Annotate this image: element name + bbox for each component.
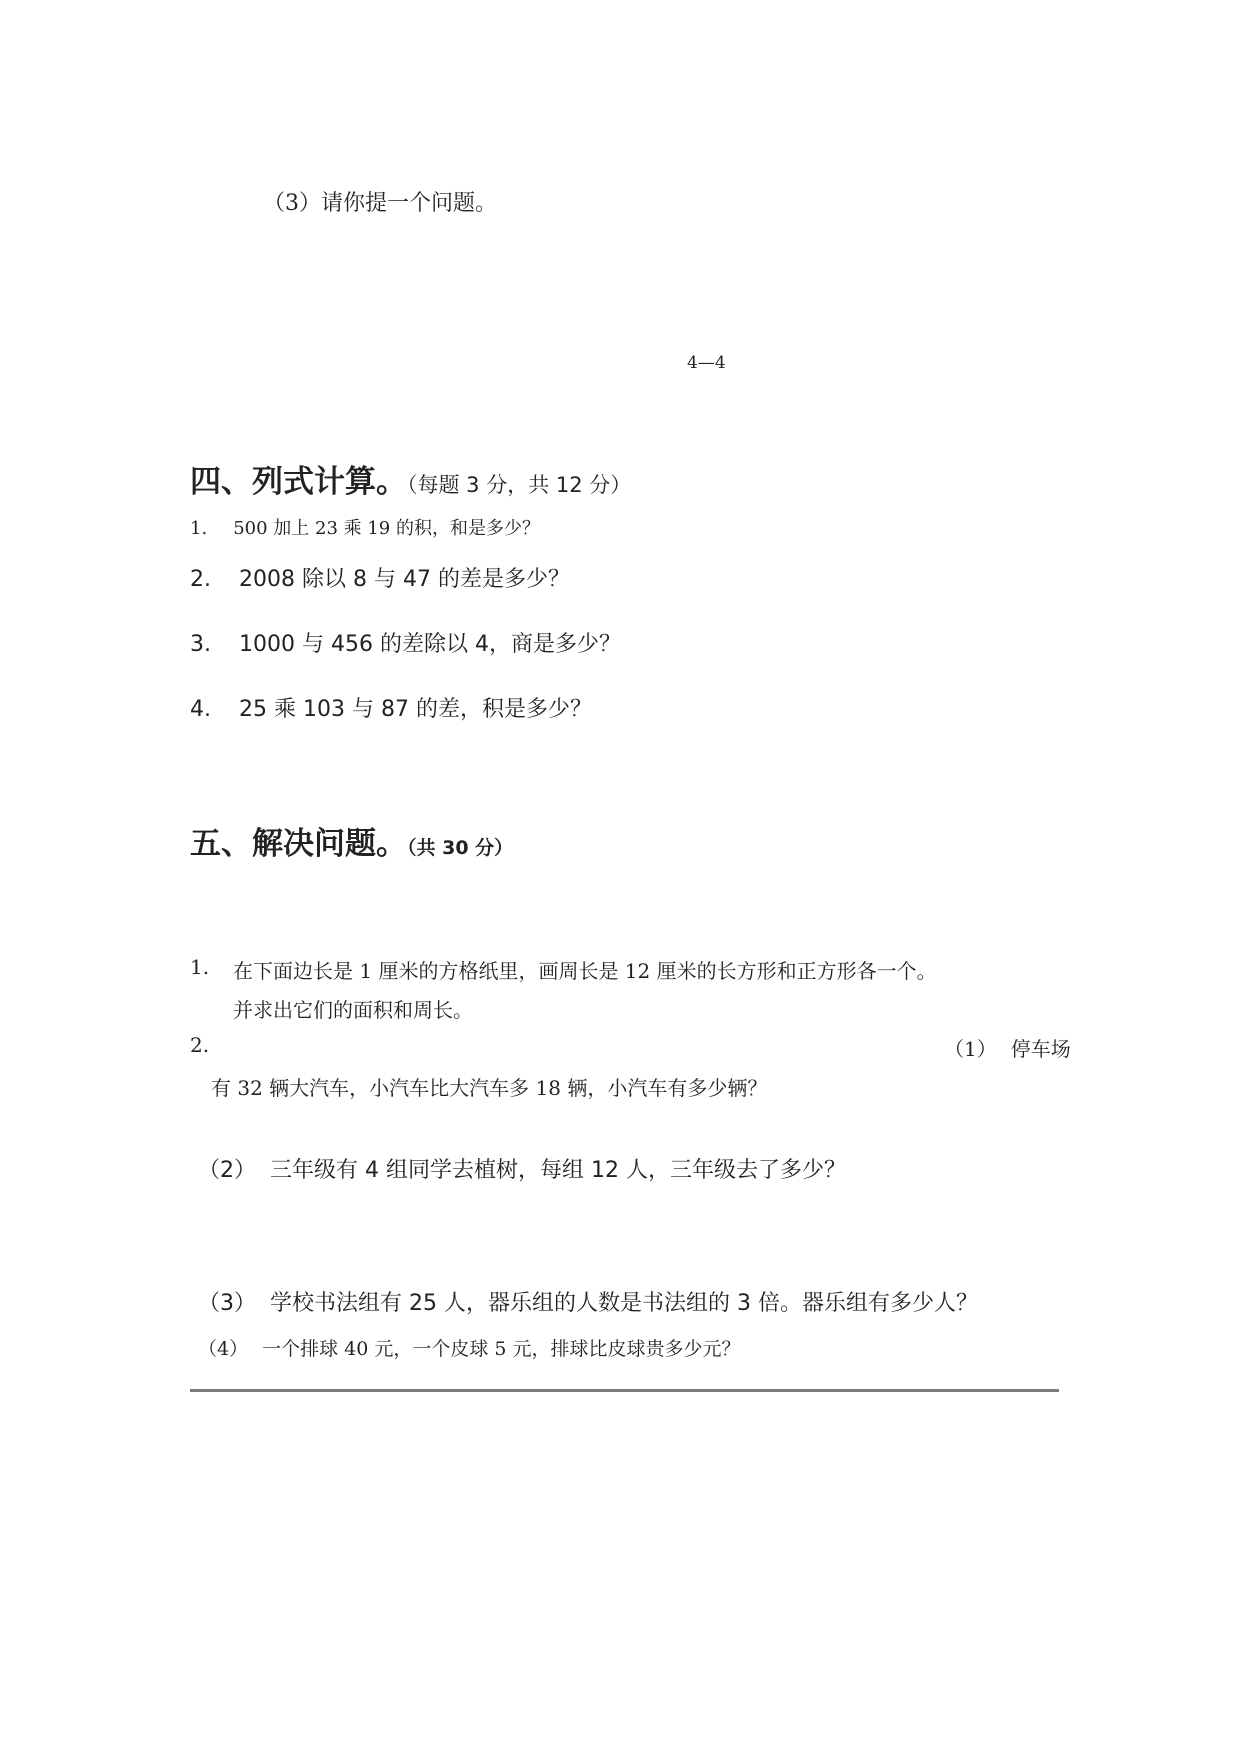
item-number: 3.	[190, 632, 211, 657]
sub-label: （1）	[944, 1037, 997, 1061]
s5-q1-line1: 在下面边长是 1 厘米的方格纸里，画周长是 12 厘米的长方形和正方形各一个。	[233, 959, 937, 983]
s5-q2-sub3	[198, 1286, 978, 1317]
item-number: 2.	[190, 567, 211, 592]
sub-text: 学校书法组有 25 人，器乐组的人数是书法组的 3 倍。器乐组有多少人？	[270, 1291, 978, 1316]
s5-q2-sub1-start	[944, 1033, 1071, 1062]
sub-label: （2）	[198, 1158, 256, 1183]
section5-title: 五、解决问题。	[190, 826, 407, 862]
section5-heading	[190, 818, 513, 863]
s5-q2-sub2	[198, 1153, 846, 1184]
sub-label: （4）	[198, 1338, 249, 1360]
item-number: 4.	[190, 697, 211, 722]
s4-item-1	[190, 514, 540, 540]
page-number: 4—4	[687, 353, 726, 373]
sub-text: 一个排球 40 元，一个皮球 5 元，排球比皮球贵多少元？	[262, 1338, 741, 1360]
question-3-prompt: （3）请你提一个问题。	[263, 191, 497, 216]
item-text: 500 加上 23 乘 19 的积，和是多少？	[233, 518, 540, 539]
section5-points: （共 30 分）	[407, 837, 514, 859]
item-number: 1.	[190, 518, 208, 539]
section4-points: （每题 3 分，共 12 分）	[407, 473, 632, 497]
item-text: 2008 除以 8 与 47 的差是多少？	[239, 567, 570, 592]
s5-q2-number: 2.	[190, 1033, 210, 1057]
s4-item-3	[190, 627, 621, 658]
s5-q1-line2: 并求出它们的面积和周长。	[233, 998, 473, 1022]
sub-text: 停车场	[1010, 1037, 1071, 1061]
item-text: 1000 与 456 的差除以 4，商是多少？	[239, 632, 621, 657]
horizontal-rule	[190, 1389, 1059, 1392]
s5-q1-number: 1.	[190, 955, 210, 979]
section4-title: 四、列式计算。	[190, 464, 407, 500]
sub-label: （3）	[198, 1291, 256, 1316]
s5-q2-sub4	[198, 1334, 741, 1361]
s4-item-4	[190, 692, 592, 723]
sub-text: 三年级有 4 组同学去植树，每组 12 人，三年级去了多少？	[270, 1158, 846, 1183]
item-text: 25 乘 103 与 87 的差，积是多少？	[239, 697, 592, 722]
s4-item-2	[190, 562, 570, 593]
s5-q2-sub1-cont: 有 32 辆大汽车，小汽车比大汽车多 18 辆，小汽车有多少辆？	[211, 1076, 768, 1100]
section4-heading	[190, 456, 631, 501]
